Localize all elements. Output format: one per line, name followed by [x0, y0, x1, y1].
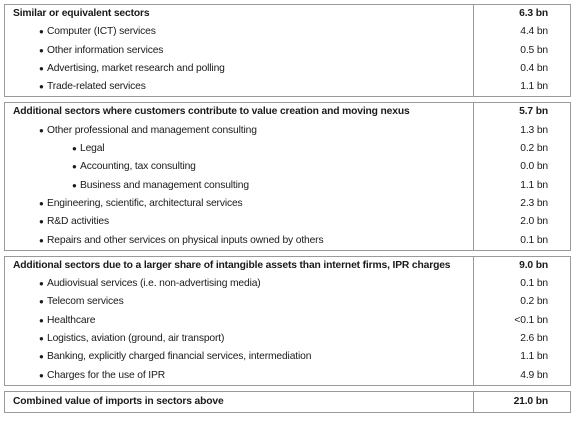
bullet-icon: ●: [39, 63, 44, 73]
sector-row: [5, 42, 571, 60]
sector-label-cell: [5, 275, 474, 293]
sector-label: Accounting, tax consulting: [80, 161, 196, 173]
sector-label-cell: [5, 60, 474, 78]
sector-value: 0.4 bn: [474, 60, 571, 78]
sector-row: [5, 158, 571, 176]
sector-value: 0.5 bn: [474, 42, 571, 60]
section-header-label: Additional sectors due to a larger share of intangible assets than internet firms, IPR charges: [5, 256, 474, 275]
sector-label-cell: [5, 232, 474, 251]
sector-row: [5, 78, 571, 97]
bullet-icon: ●: [72, 180, 77, 190]
section-total-value: 5.7 bn: [474, 103, 571, 122]
sector-label-cell: [5, 122, 474, 140]
sector-value: 2.0 bn: [474, 213, 571, 231]
sector-value: 0.0 bn: [474, 158, 571, 176]
bullet-icon: ●: [39, 82, 44, 92]
sector-label: Trade-related services: [47, 81, 146, 93]
sector-imports-table: [4, 4, 571, 413]
section-header-row: [5, 5, 571, 24]
bullet-icon: ●: [39, 45, 44, 55]
sector-row: [5, 348, 571, 366]
sector-label: Repairs and other services on physical inputs owned by others: [47, 234, 324, 246]
bullet-icon: ●: [39, 217, 44, 227]
sector-label: Telecom services: [47, 296, 124, 308]
sector-row: [5, 195, 571, 213]
bullet-icon: ●: [39, 352, 44, 362]
section-header-row: [5, 103, 571, 122]
sector-label-cell: [5, 177, 474, 195]
sector-row: [5, 232, 571, 251]
sector-value: 1.1 bn: [474, 348, 571, 366]
sector-label-cell: [5, 195, 474, 213]
sector-label-cell: [5, 78, 474, 97]
sector-row: [5, 177, 571, 195]
section-header-row: [5, 256, 571, 275]
sector-value: 2.3 bn: [474, 195, 571, 213]
sector-label-cell: [5, 367, 474, 386]
sector-value: 0.2 bn: [474, 140, 571, 158]
bullet-icon: ●: [39, 198, 44, 208]
bullet-icon: ●: [72, 144, 77, 154]
sector-row: [5, 122, 571, 140]
sector-label: Charges for the use of IPR: [47, 369, 166, 381]
bullet-icon: ●: [39, 27, 44, 37]
sector-value: 0.1 bn: [474, 232, 571, 251]
bullet-icon: ●: [39, 334, 44, 344]
sector-value: 0.2 bn: [474, 293, 571, 311]
sector-label: Banking, explicitly charged financial services, intermediation: [47, 351, 312, 363]
section-total-value: 9.0 bn: [474, 256, 571, 275]
sector-label: Business and management consulting: [80, 179, 249, 191]
sector-value: 1.3 bn: [474, 122, 571, 140]
sector-label-cell: [5, 293, 474, 311]
combined-total-value: 21.0 bn: [474, 391, 571, 412]
section-total-value: 6.3 bn: [474, 5, 571, 24]
sector-label-cell: [5, 348, 474, 366]
section-header-label: Similar or equivalent sectors: [5, 5, 474, 24]
sector-row: [5, 60, 571, 78]
sector-row: [5, 140, 571, 158]
bullet-icon: ●: [39, 235, 44, 245]
sector-label-cell: [5, 140, 474, 158]
sector-label: Legal: [80, 143, 105, 155]
sector-row: [5, 367, 571, 386]
sector-label-cell: [5, 23, 474, 41]
sector-label: R&D activities: [47, 216, 109, 228]
sector-row: [5, 330, 571, 348]
bullet-icon: ●: [39, 315, 44, 325]
sector-label-cell: [5, 42, 474, 60]
sector-label: Logistics, aviation (ground, air transport): [47, 333, 225, 345]
bullet-icon: ●: [39, 370, 44, 380]
sector-row: [5, 275, 571, 293]
sector-value: 0.1 bn: [474, 275, 571, 293]
sector-label: Engineering, scientific, architectural services: [47, 197, 243, 209]
sector-label: Other information services: [47, 44, 164, 56]
sector-row: [5, 312, 571, 330]
sector-label: Advertising, market research and polling: [47, 62, 225, 74]
sector-label: Audiovisual services (i.e. non-advertising media): [47, 278, 261, 290]
sector-value: 4.9 bn: [474, 367, 571, 386]
sector-value: 1.1 bn: [474, 177, 571, 195]
sector-row: [5, 293, 571, 311]
sector-value: 4.4 bn: [474, 23, 571, 41]
sector-label-cell: [5, 312, 474, 330]
bullet-icon: ●: [39, 279, 44, 289]
sector-label-cell: [5, 330, 474, 348]
sector-value: 2.6 bn: [474, 330, 571, 348]
sector-label: Computer (ICT) services: [47, 26, 156, 38]
section-header-label: Additional sectors where customers contribute to value creation and moving nexus: [5, 103, 474, 122]
combined-total-label: Combined value of imports in sectors above: [5, 391, 474, 412]
sector-row: [5, 23, 571, 41]
bullet-icon: ●: [39, 297, 44, 307]
sector-value: 1.1 bn: [474, 78, 571, 97]
bullet-icon: ●: [39, 125, 44, 135]
sector-label: Healthcare: [47, 314, 96, 326]
combined-total-row: [5, 391, 571, 412]
sector-label-cell: [5, 213, 474, 231]
sector-row: [5, 213, 571, 231]
sector-label: Other professional and management consulting: [47, 124, 257, 136]
sector-value: <0.1 bn: [474, 312, 571, 330]
sector-label-cell: [5, 158, 474, 176]
bullet-icon: ●: [72, 162, 77, 172]
